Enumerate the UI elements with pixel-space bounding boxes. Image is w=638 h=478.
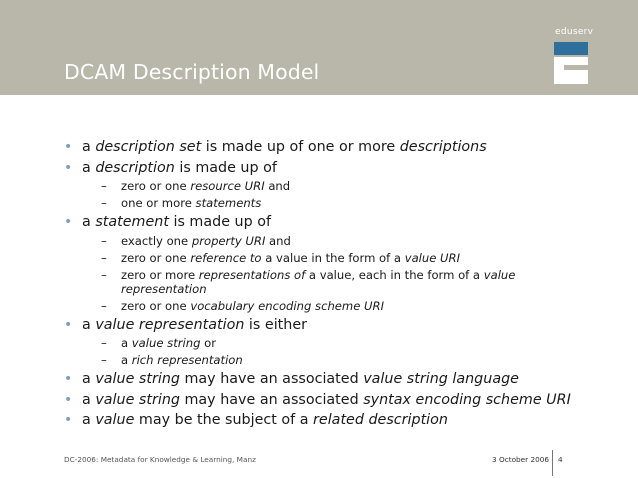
emphasis-term: value string	[131, 336, 201, 350]
emphasis-term: reference to	[190, 250, 262, 265]
bullet-text: a	[82, 412, 96, 428]
bullet-text: is made up of	[168, 214, 271, 230]
bullet-list	[64, 138, 624, 432]
bullet-dot-icon: •	[64, 412, 73, 428]
bullet-text: a	[82, 159, 96, 176]
bullet-text: zero or one	[121, 250, 191, 265]
emphasis-term: syntax encoding scheme URI	[363, 391, 571, 408]
sub-bullet-item	[64, 353, 624, 367]
slide-title: DCAM Description Model	[64, 60, 320, 84]
bullet-dash-icon: –	[101, 267, 107, 282]
bullet-text: zero or one	[121, 298, 191, 313]
emphasis-term: description set	[95, 139, 202, 155]
emphasis-term: description	[95, 159, 175, 176]
emphasis-term: representations of	[198, 267, 306, 282]
sub-bullet-item	[64, 336, 624, 350]
emphasis-term: value string	[95, 391, 180, 408]
bullet-text: exactly one	[121, 233, 192, 248]
emphasis-term: value representation	[95, 316, 245, 333]
bullet-dash-icon: –	[101, 298, 107, 313]
bullet-text: a	[82, 371, 96, 387]
bullet-item	[64, 391, 624, 409]
footer-date: 3 October 2006	[492, 455, 550, 464]
bullet-text: a	[82, 214, 96, 230]
logo-text: eduserv	[555, 27, 594, 37]
sub-bullet-item	[64, 268, 591, 296]
emphasis-term: rich representation	[131, 353, 243, 367]
bullet-text: may have an associated	[179, 371, 364, 387]
emphasis-term: property URI	[191, 233, 266, 248]
bullet-item	[64, 138, 624, 156]
bullet-item	[64, 411, 624, 429]
bullet-text: or	[200, 336, 216, 350]
bullet-dash-icon: –	[101, 233, 107, 248]
emphasis-term: value representation	[121, 267, 516, 296]
footer-divider	[552, 450, 553, 476]
bullet-dash-icon: –	[101, 250, 107, 265]
bullet-text: is either	[244, 316, 308, 333]
bullet-text: may have an associated	[179, 391, 364, 408]
bullet-text: zero or more	[121, 267, 199, 282]
bullet-dot-icon: •	[64, 214, 73, 230]
sub-bullet-item	[64, 179, 624, 193]
emphasis-term: vocabulary encoding scheme URI	[190, 298, 384, 313]
emphasis-term: statement	[95, 214, 169, 230]
emphasis-term: resource URI	[190, 179, 265, 193]
bullet-dash-icon: –	[101, 196, 107, 210]
bullet-text: a value in the form of a	[261, 250, 405, 265]
emphasis-term: value URI	[404, 250, 461, 265]
bullet-text: zero or one	[121, 179, 191, 193]
bullet-dash-icon: –	[101, 353, 107, 367]
emphasis-term: descriptions	[399, 139, 487, 155]
bullet-item	[64, 370, 624, 388]
bullet-text: is made up of one or more	[201, 139, 400, 155]
eduserv-logo-icon	[554, 42, 588, 84]
sub-bullet-item	[64, 299, 624, 313]
bullet-text: a	[121, 353, 132, 367]
bullet-item	[64, 159, 624, 177]
bullet-dot-icon: •	[64, 316, 73, 333]
emphasis-term: value string	[95, 371, 180, 387]
bullet-item	[64, 213, 624, 231]
emphasis-term: value	[95, 412, 135, 428]
bullet-text: a	[82, 316, 96, 333]
bullet-dot-icon: •	[64, 159, 73, 176]
emphasis-term: value string language	[363, 371, 519, 387]
bullet-dot-icon: •	[64, 139, 73, 155]
bullet-dash-icon: –	[101, 179, 107, 193]
bullet-item	[64, 316, 624, 334]
bullet-text: a value, each in the form of a	[305, 267, 484, 282]
bullet-text: a	[82, 139, 96, 155]
sub-bullet-item	[64, 196, 624, 210]
emphasis-term: statements	[195, 196, 262, 210]
bullet-dot-icon: •	[64, 371, 73, 387]
emphasis-term: related description	[313, 412, 448, 428]
bullet-text: and	[265, 233, 291, 248]
bullet-dash-icon: –	[101, 336, 107, 350]
bullet-text: one or more	[121, 196, 196, 210]
slide-header	[0, 0, 638, 95]
bullet-text: a	[82, 391, 96, 408]
page-number: 4	[558, 455, 563, 464]
footer-event: DC-2006: Metadata for Knowledge & Learning, Manz	[64, 455, 256, 464]
bullet-text: is made up of	[174, 159, 277, 176]
bullet-text: and	[264, 179, 291, 193]
sub-bullet-item	[64, 234, 624, 248]
bullet-text: may be the subject of a	[134, 412, 314, 428]
bullet-text: a	[121, 336, 132, 350]
bullet-dot-icon: •	[64, 391, 73, 408]
sub-bullet-item	[64, 251, 624, 265]
